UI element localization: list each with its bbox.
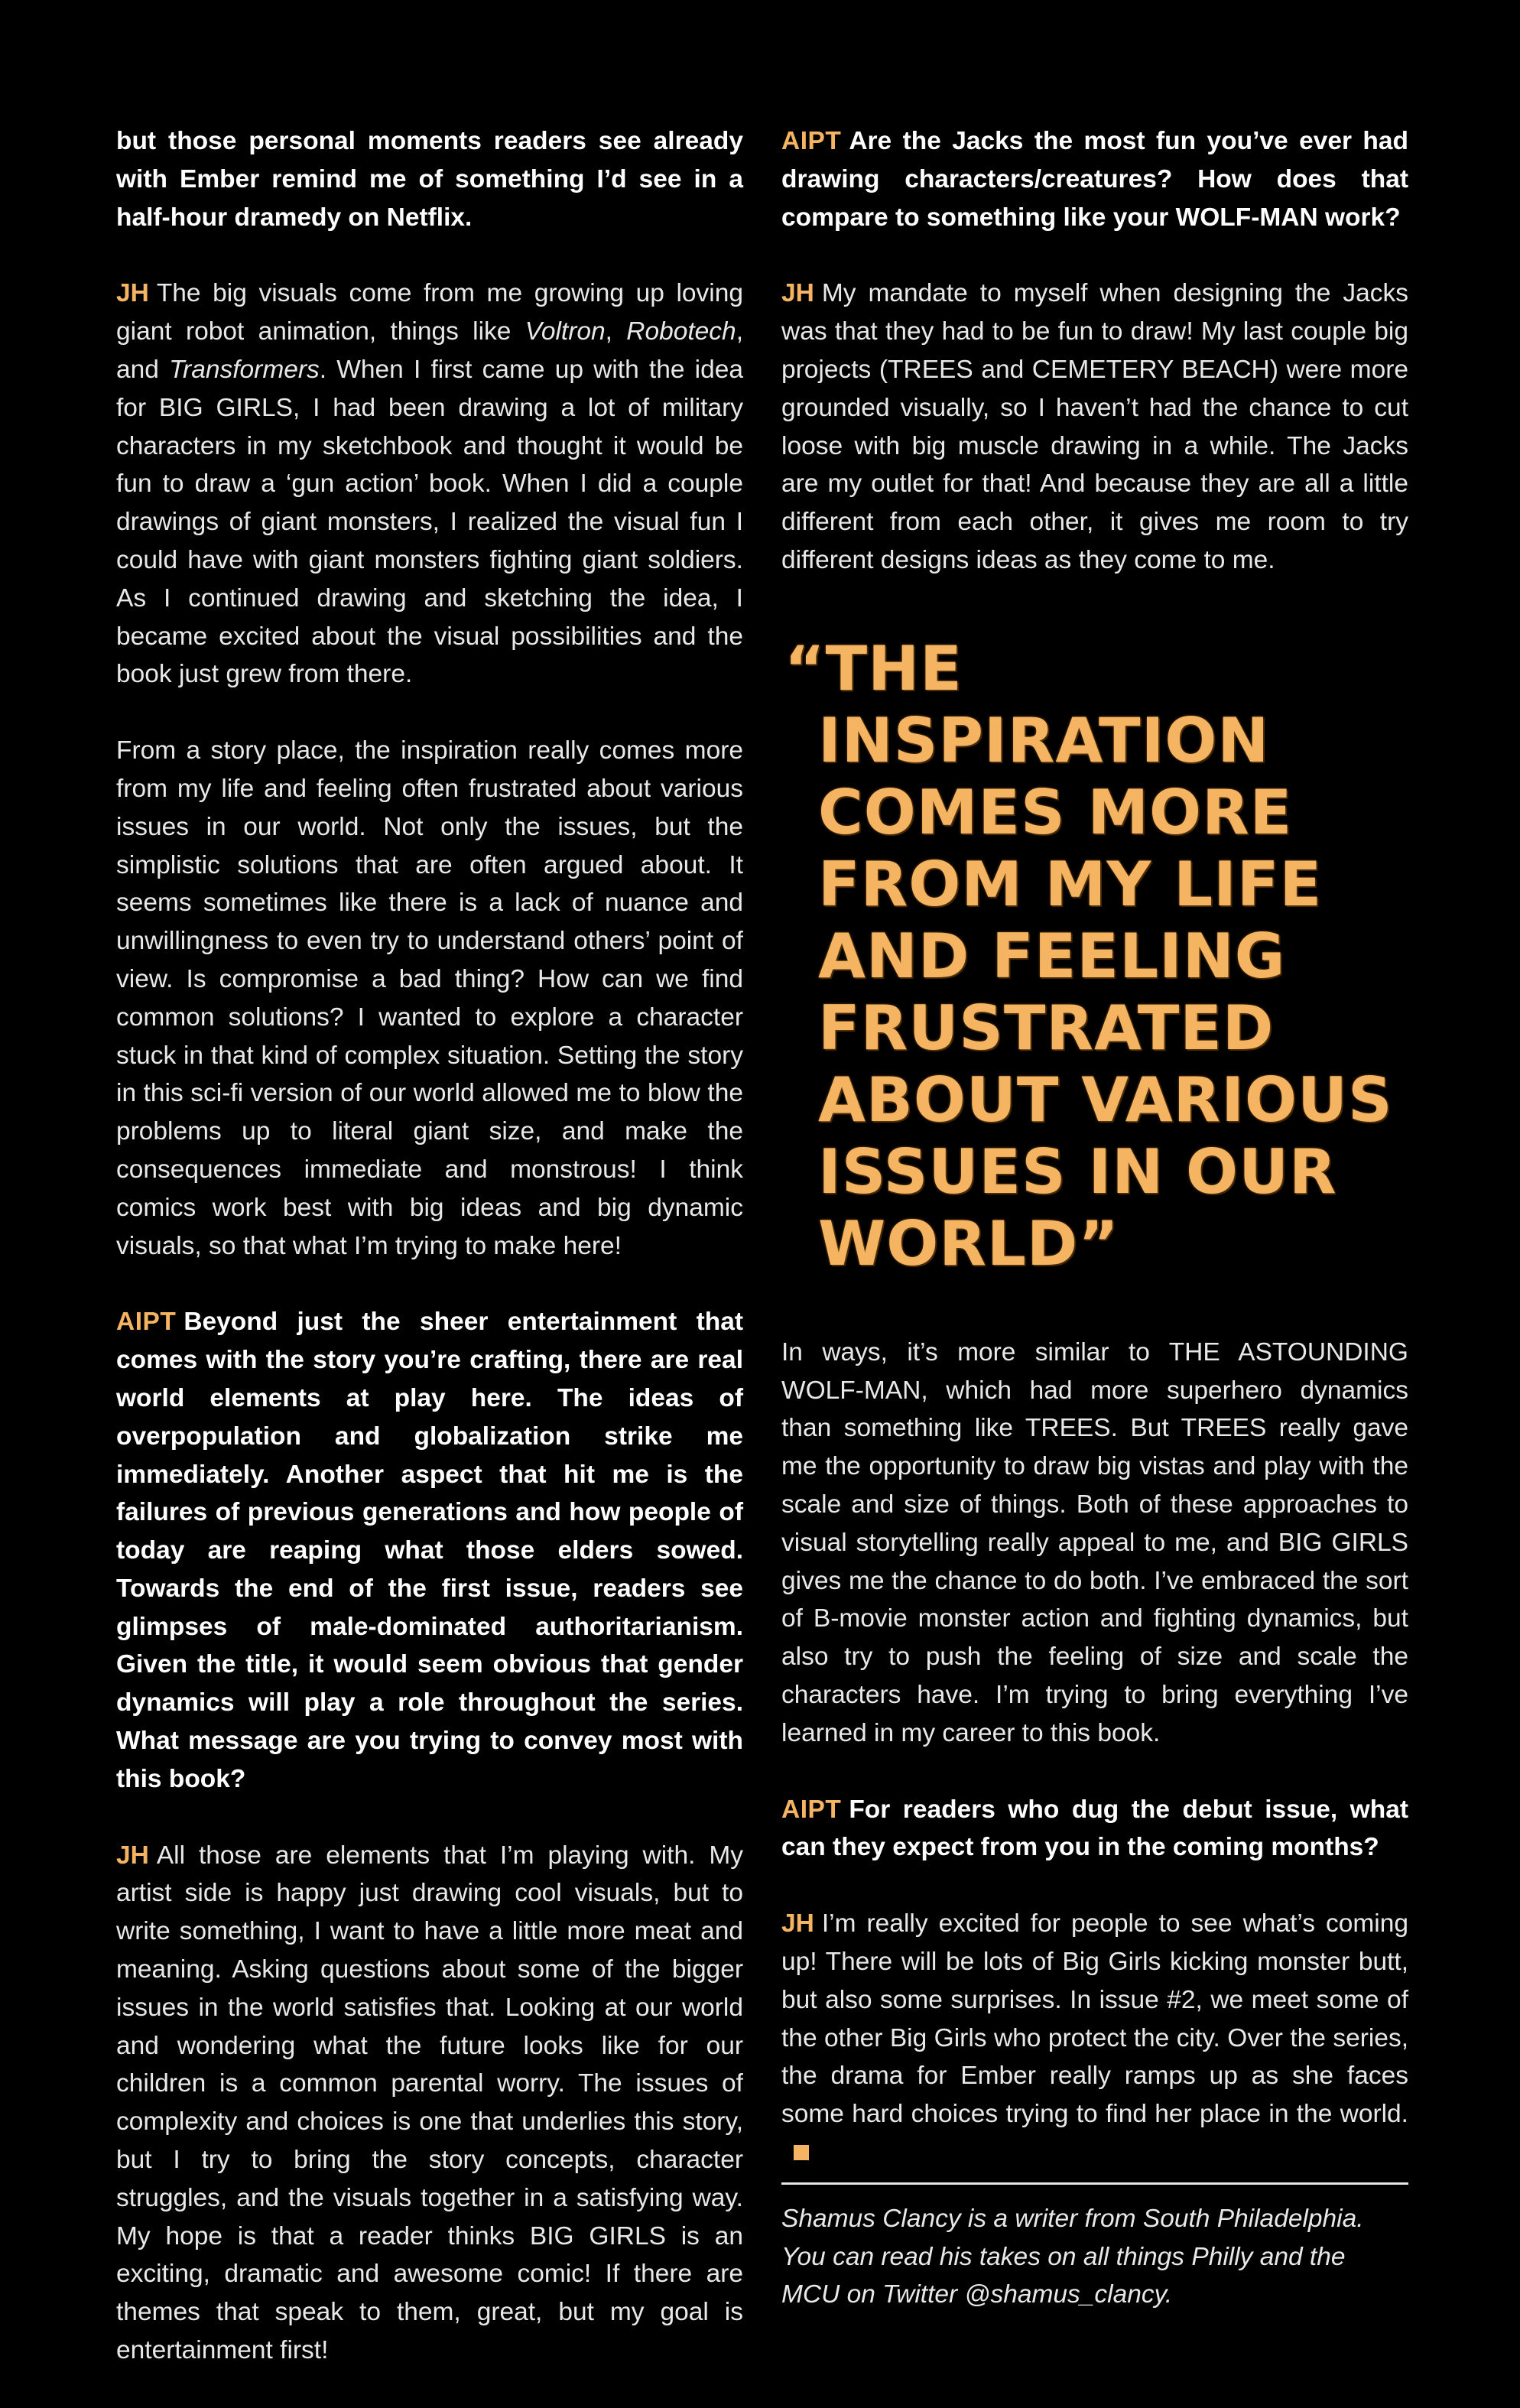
close-quote-mark: ” <box>1078 1207 1119 1279</box>
right-column <box>781 122 1408 2352</box>
pull-quote <box>784 632 1408 1280</box>
show-title: Voltron <box>525 317 606 346</box>
open-quote-mark: “ <box>784 632 826 704</box>
answer-tag: JH <box>781 279 814 308</box>
answer-paragraph <box>116 1837 743 2370</box>
question-text: For readers who dug the debut issue, what can they expect from you in the coming months? <box>781 1795 1408 1862</box>
question-tag: AIPT <box>116 1308 177 1337</box>
answer-text: I’m really excited for people to see what’s coming up! There will be lots of Big Girls kicking monster butt, but also some surprises. In issue #2, we meet some of the other Big Girls who protect the city. Over the series, the drama for Ember really ramps up as she faces some hard choices trying to find her place in the world. <box>781 1909 1408 2129</box>
answer-tag: JH <box>781 1909 814 1938</box>
left-column <box>116 122 743 2408</box>
end-mark-icon <box>794 2145 809 2160</box>
author-bio: Shamus Clancy is a writer from South Philadelphia. You can read his takes on all things Philly and the MCU on Twitter @shamus_clancy. <box>781 2204 1364 2309</box>
answer-paragraph <box>781 1905 1408 2172</box>
answer-tag: JH <box>116 279 149 308</box>
question-text: Are the Jacks the most fun you’ve ever had drawing characters/creatures? How does that compare to something like your WOLF-MAN work? <box>781 127 1408 232</box>
question-tag: AIPT <box>781 127 842 155</box>
answer-tag: JH <box>116 1841 149 1870</box>
pull-quote-text: THE INSPIRATION COMES MORE FROM MY LIFE AND FEELING FRUSTRATED ABOUT VARIOUS ISSUES IN OUR WORLD <box>818 632 1393 1279</box>
body-paragraph: From a story place, the inspiration really comes more from my life and feeling often frustrated about various issues in our world. Not only the issues, but the simplistic solutions that are often argued about. It seems sometimes like there is a lack of nuance and unwillingness to even try to understand others’ point of view. Is compromise a bad thing? How can we find common solutions? I wanted to explore a character stuck in that kind of complex situation. Setting the story in this sci-fi version of our world allowed me to blow the problems up to literal giant size, and make the consequences immediate and monstrous! I think comics work best with big ideas and big dynamic visuals, so that what I’m trying to make here! <box>116 736 743 1260</box>
question-continued: but those personal moments readers see already with Ember remind me of something I’d see in a half-hour dramedy on Netflix. <box>116 127 743 232</box>
divider <box>781 2182 1408 2185</box>
question-paragraph <box>781 122 1408 236</box>
answer-text: . When I first came up with the idea for BIG GIRLS, I had been drawing a lot of military characters in my sketchbook and thought it would be fun to draw a ‘gun action’ book. When I did a couple drawings of giant monsters, I realized the visual fun I could have with giant monsters fighting giant soldiers. As I continued drawing and sketching the idea, I became excited about the visual possibilities and the book just grew from there. <box>116 355 743 689</box>
answer-text: All those are elements that I’m playing with. My artist side is happy just drawing cool visuals, but to write something, I want to have a little more meat and meaning. Asking questions about some of the bigger issues in the world satisfies that. Looking at our world and wondering what the future looks like for our children is a common parental worry. The issues of complexity and choices is one that underlies this story, but I try to bring the story concepts, character struggles, and the visuals together in a satisfying way. My hope is that a reader thinks BIG GIRLS is an exciting, dramatic and awesome comic! If there are themes that speak to them, great, but my goal is entertainment first! <box>116 1841 743 2365</box>
question-tag: AIPT <box>781 1795 842 1824</box>
question-paragraph <box>116 1303 743 1798</box>
answer-text: The big visuals come from me growing up loving giant robot animation, things like <box>116 279 743 346</box>
answer-paragraph <box>781 275 1408 579</box>
show-title: Robotech <box>626 317 736 346</box>
body-paragraph: In ways, it’s more similar to THE ASTOUNDING WOLF-MAN, which had more superhero dynamics than something like TREES. But TREES really gave me the opportunity to draw big vistas and play with the scale and size of things. Both of these approaches to visual storytelling really appeal to me, and BIG GIRLS gives me the chance to do both. I’ve embraced the sort of B-movie monster action and fighting dynamics, but also try to push the feeling of size and scale the characters have. I’m trying to bring everything I’ve learned in my career to this book. <box>781 1337 1408 1747</box>
answer-paragraph: JH The big visuals come from me growing up loving giant robot animation, things like Voltron, Robotech, and Transformers. When I first came up with the idea for BIG GIRLS, I had been drawing a lot of military characters in my sketchbook and thought it would be fun to draw a ‘gun action’ book. When I did a couple drawings of giant monsters, I realized the visual fun I could have with giant monsters fighting giant soldiers. As I continued drawing and sketching the idea, I became excited about the visual possibilities and the book just grew from there. <box>116 279 743 689</box>
show-title: Transformers <box>169 355 320 384</box>
answer-text: My mandate to myself when designing the Jacks was that they had to be fun to draw! My last couple big projects (TREES and CEMETERY BEACH) were more grounded visually, so I haven’t had the chance to cut loose with big muscle drawing in a while. The Jacks are my outlet for that! And because they are all a little different from each other, it gives me room to try different designs ideas as they come to me. <box>781 279 1408 574</box>
question-paragraph <box>781 1791 1408 1867</box>
question-text: Beyond just the sheer entertainment that comes with the story you’re crafting, there are real world elements at play here. The ideas of overpopulation and globalization strike me immediately. Another aspect that hit me is the failures of previous generations and how people of today are reaping what those elders sowed. Towards the end of the first issue, readers see glimpses of male-dominated authoritarianism. Given the title, it would seem obvious that gender dynamics will play a role throughout the series. What message are you trying to convey most with this book? <box>116 1308 743 1793</box>
